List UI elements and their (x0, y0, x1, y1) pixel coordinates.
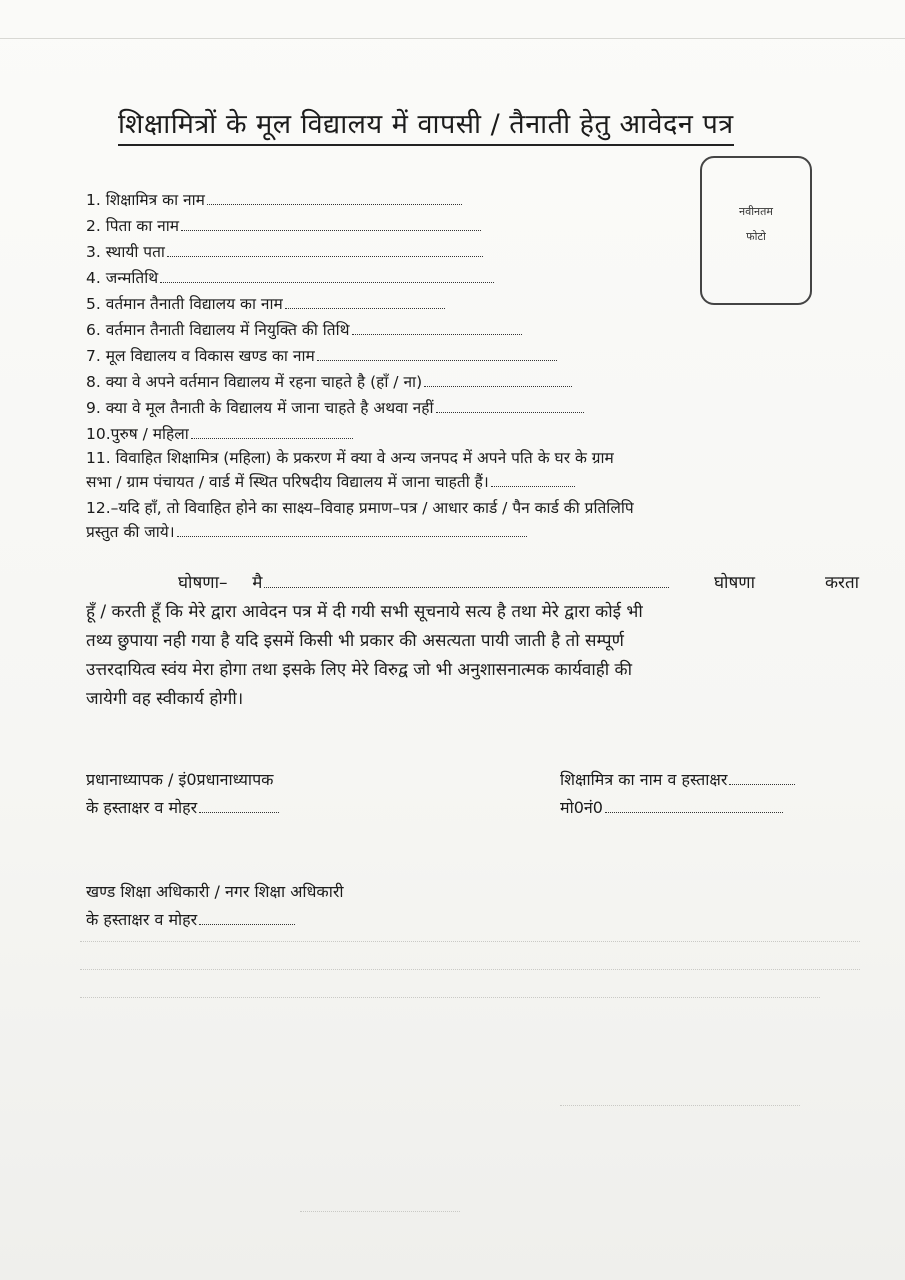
beo-sign-line: के हस्ताक्षर व मोहर (86, 906, 344, 934)
field-current-school: 5. वर्तमान तैनाती विद्यालय का नाम (86, 292, 445, 314)
beo-signature-block (86, 878, 344, 934)
mobile-number-line: मो0नं0 (560, 794, 795, 822)
field-gender: 10.पुरुष / महिला (86, 422, 353, 444)
photo-box (700, 156, 812, 305)
declaration-label: घोषणा– (178, 573, 228, 593)
bleed-through-mark (300, 1210, 460, 1212)
field-shikshamitra-name: 1. शिक्षामित्र का नाम (86, 188, 462, 210)
field-stay-current: 8. क्या वे अपने वर्तमान विद्यालय में रहना चाहते है (हाँ / ना) (86, 370, 572, 392)
headmaster-signature-block (86, 766, 279, 822)
bleed-through-mark (560, 1104, 800, 1106)
photo-box-label-2: फोटो (746, 230, 766, 243)
field-11-line-1: 11. विवाहित शिक्षामित्र (महिला) के प्रकरण में क्या वे अन्य जनपद में अपने पति के घर के ग्राम (86, 449, 614, 467)
declaration-line-5: जायेगी वह स्वीकार्य होगी। (86, 689, 244, 709)
bleed-through-mark (80, 940, 860, 942)
shikshamitra-sign-line: शिक्षामित्र का नाम व हस्ताक्षर (560, 766, 795, 794)
headmaster-title: प्रधानाध्यापक / इं0प्रधानाध्यापक (86, 770, 274, 789)
field-father-name: 2. पिता का नाम (86, 214, 481, 236)
field-appointment-date: 6. वर्तमान तैनाती विद्यालय में नियुक्ति की तिथि (86, 318, 522, 340)
form-title: शिक्षामित्रों के मूल विद्यालय में वापसी / तैनाती हेतु आवेदन पत्र (118, 104, 838, 141)
field-11-line-2: सभा / ग्राम पंचायत / वार्ड में स्थित परिषदीय विद्यालय में जाना चाहती हैं। (86, 470, 575, 492)
declaration-line-4: उत्तरदायित्व स्वंय मेरा होगा तथा इसके लिए मेरे विरुद्व जो भी अनुशासनात्मक कार्यवाही की (86, 660, 633, 680)
declaration-line-2: हूँ / करती हूँ कि मेरे द्वारा आवेदन पत्र में दी गयी सभी सूचनाये सत्य है तथा मेरे द्वारा कोई भी (86, 602, 643, 622)
headmaster-sign-line: के हस्ताक्षर व मोहर (86, 794, 279, 822)
field-permanent-address: 3. स्थायी पता (86, 240, 483, 262)
declaration-line-1 (178, 570, 669, 593)
declaration-tail: घोषणा करता (714, 573, 860, 593)
field-go-original: 9. क्या वे मूल तैनाती के विद्यालय में जाना चाहते है अथवा नहीं (86, 396, 584, 418)
photo-box-label-1: नवीनतम (738, 205, 774, 218)
declaration-line-3: तथ्य छुपाया नही गया है यदि इसमें किसी भी प्रकार की असत्यता पायी जाती है तो सम्पूर्ण (86, 631, 624, 651)
field-original-school: 7. मूल विद्यालय व विकास खण्ड का नाम (86, 344, 557, 366)
field-12-line-1: 12.–यदि हाँ, तो विवाहित होने का साक्ष्य–विवाह प्रमाण–पत्र / आधार कार्ड / पैन कार्ड की प्रतिलिपि (86, 499, 634, 517)
field-dob: 4. जन्मतिथि (86, 266, 494, 288)
bleed-through-mark (80, 996, 820, 998)
beo-title: खण्ड शिक्षा अधिकारी / नगर शिक्षा अधिकारी (86, 882, 344, 901)
declaration-main: मै (252, 573, 263, 593)
field-12-line-2: प्रस्तुत की जाये। (86, 520, 527, 542)
bleed-through-mark (80, 968, 860, 970)
declaration-body (86, 598, 856, 714)
shikshamitra-signature-block (560, 766, 795, 822)
scan-top-strip (0, 0, 905, 39)
